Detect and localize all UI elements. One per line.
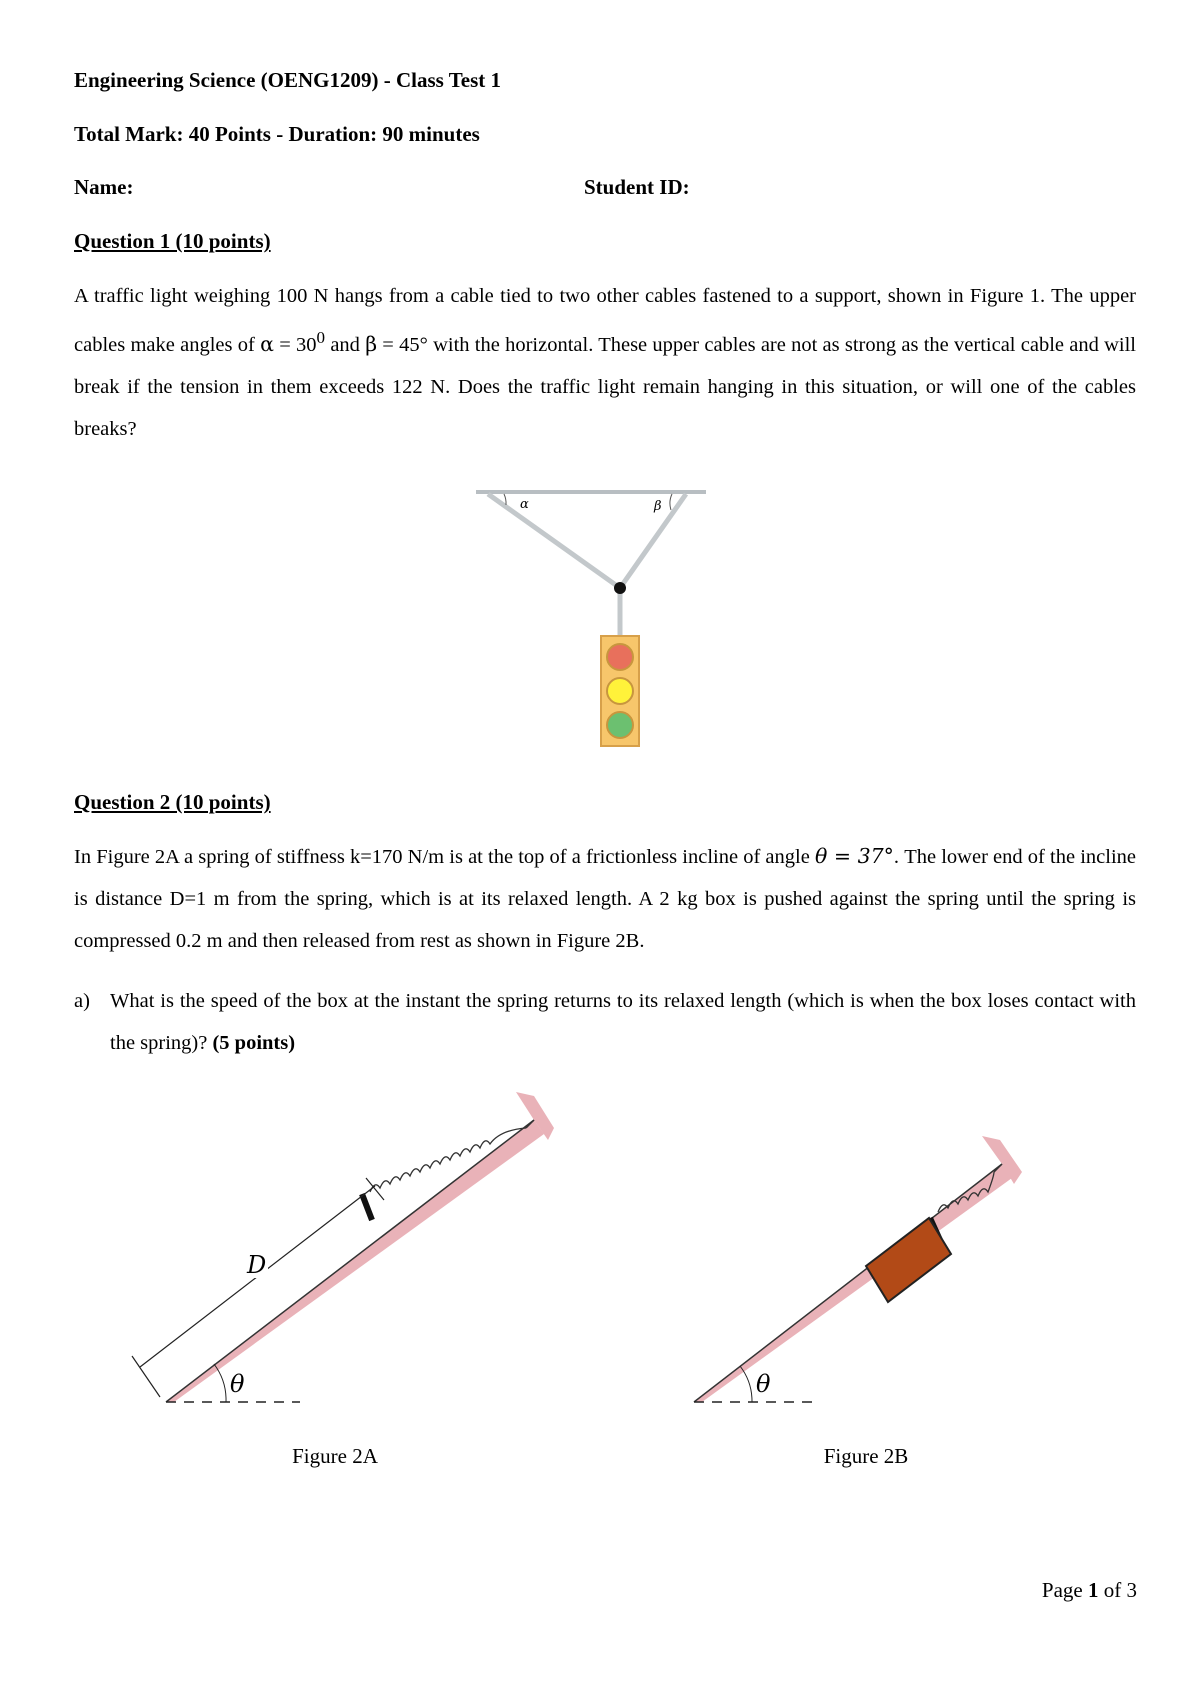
figure-2a-incline — [130, 1080, 550, 1398]
part-a-question: What is the speed of the box at the instant the spring returns to its relaxed length (which is when the box loses contact with the spring)? — [110, 990, 1136, 1054]
figure-1-traffic-light — [470, 482, 710, 742]
alpha-label: α — [520, 497, 529, 512]
distance-tick-high — [366, 1178, 384, 1200]
part-a-text — [110, 980, 1136, 1064]
figure-2b-incline — [650, 1080, 1020, 1398]
support-beam — [476, 490, 706, 494]
page-number — [1042, 1578, 1137, 1603]
incline-surface — [694, 1164, 1012, 1402]
question-2-heading: Question 2 (10 points) — [74, 790, 271, 814]
q2-text-part: . The lower end of the incline is distance D=1 m from the spring, which is at its relaxed length. A 2 kg box is pushed against the spring until the spring is compressed 0.2 m and then released from rest as shown in Figure 2B. — [74, 846, 1136, 952]
alpha-superscript: 0 — [316, 328, 326, 347]
question-1-text — [74, 275, 1136, 450]
q1-text-part: = 45° with the horizontal. These upper cables are not as strong as the vertical cable and will break if the tension in them exceeds 122 N. Does the traffic light remain hanging in this situation, or will one of the cables breaks? — [74, 333, 1136, 440]
q1-text-part: A traffic light weighing 100 N hangs from a cable tied to two other cables fastened to a support, shown in Figure 1. The upper cables make angles of — [74, 285, 1136, 356]
test-title: Engineering Science (OENG1209) - Class Test 1 — [74, 68, 502, 92]
part-a-points: (5 points) — [212, 1032, 296, 1054]
q2-text-part: In Figure 2A a spring of stiffness k=170 N/m is at the top of a frictionless incline of angle — [74, 846, 815, 868]
figure-2a-caption: Figure 2A — [292, 1444, 378, 1468]
alpha-symbol: α — [260, 331, 274, 356]
question-2-part-a — [74, 980, 1136, 1064]
incline-edge — [166, 1120, 534, 1402]
page-suffix: of 3 — [1098, 1578, 1137, 1602]
student-id-label: Student ID: — [584, 175, 690, 199]
incline-surface — [166, 1120, 544, 1402]
theta-equation: θ = 37° — [814, 844, 894, 868]
right-cable — [620, 494, 686, 588]
left-cable — [488, 494, 620, 588]
red-light — [607, 644, 633, 670]
total-mark-duration: Total Mark: 40 Points - Duration: 90 minutes — [74, 122, 480, 146]
question-2-text — [74, 835, 1136, 962]
beta-label: β — [654, 499, 662, 514]
part-a-label: a) — [74, 990, 90, 1012]
d-label: D — [247, 1251, 267, 1279]
beta-symbol: β — [365, 331, 378, 356]
cable-knot — [614, 582, 626, 594]
page-current: 1 — [1088, 1578, 1099, 1602]
figure-2b-caption: Figure 2B — [823, 1444, 909, 1468]
theta-label: θ — [230, 1370, 245, 1398]
name-label: Name: — [74, 175, 134, 199]
q1-text-part: and — [325, 333, 366, 356]
beta-arc — [670, 494, 672, 510]
green-light — [607, 712, 633, 738]
spring-plate — [362, 1194, 372, 1220]
q1-text-part: = 30 — [273, 333, 317, 356]
page-prefix: Page — [1041, 1578, 1088, 1602]
yellow-light — [607, 678, 633, 704]
theta-label: θ — [756, 1370, 771, 1398]
question-1-heading: Question 1 (10 points) — [74, 229, 271, 253]
